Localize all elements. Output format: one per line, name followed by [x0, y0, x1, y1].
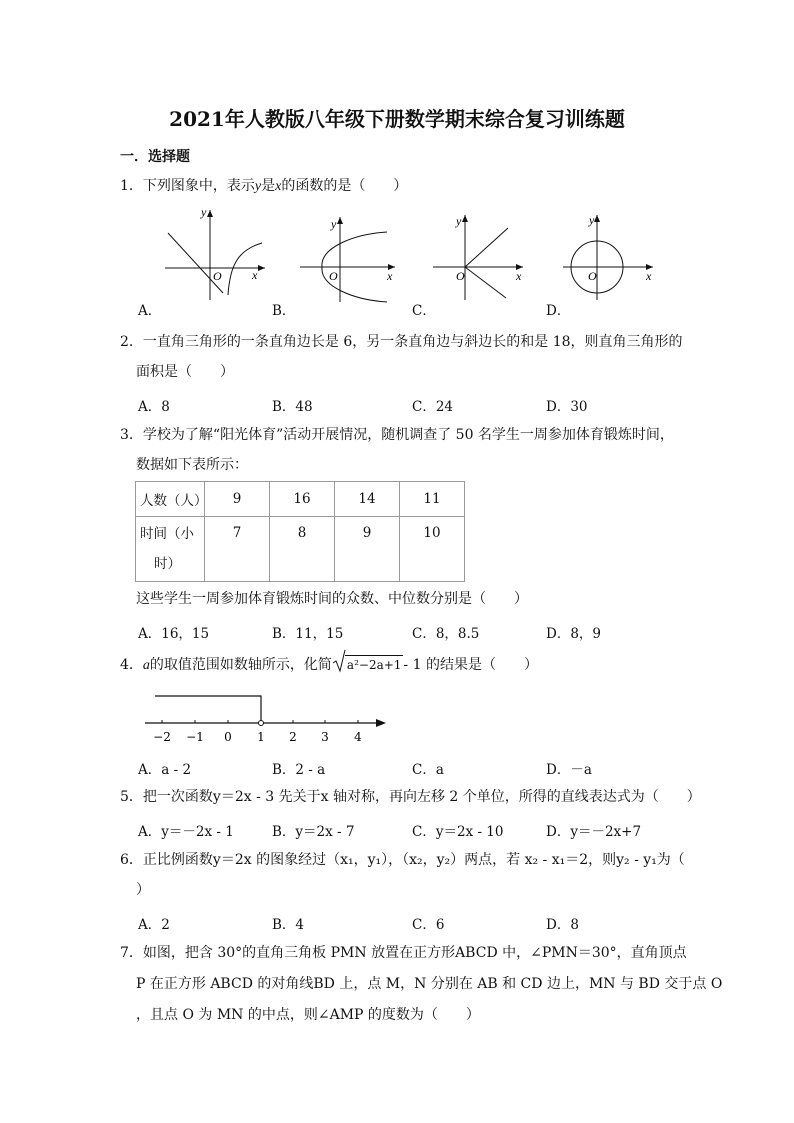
q2-option-b[interactable]: B．48 — [272, 399, 313, 415]
y-axis-label: y — [331, 217, 337, 231]
q4-option-d[interactable]: D．－a — [546, 762, 592, 778]
table-row — [136, 517, 465, 582]
q6-option-a[interactable]: A．2 — [138, 917, 170, 933]
q4-option-c[interactable]: C．a — [412, 762, 444, 778]
section-heading: 一．选择题 — [120, 149, 190, 165]
q1-option-b[interactable]: B． — [272, 303, 296, 319]
tick-label: 4 — [354, 730, 362, 744]
q4-option-b[interactable]: B．2 - a — [272, 762, 326, 778]
question-7-line-2: P 在正方形 ABCD 的对角线BD 上，点 M，N 分别在 AB 和 CD 边上，MN 与 BD 交于点 O — [136, 976, 723, 992]
question-7-line-1: 7．如图，把含 30°的直角三角板 PMN 放置在正方形ABCD 中，∠PMN＝30°，直角顶点 — [120, 945, 687, 961]
table-cell: 9 — [205, 482, 270, 517]
q3-option-a[interactable]: A．16，15 — [138, 626, 210, 642]
tick-label: 2 — [289, 730, 297, 744]
table-cell: 11 — [400, 482, 465, 517]
tick-label: 1 — [257, 730, 265, 744]
number-line — [140, 690, 390, 745]
graph-c-upper-ray — [465, 228, 508, 267]
graph-c — [428, 210, 528, 300]
range-bracket — [155, 696, 261, 723]
question-6-line-2: ） — [136, 882, 150, 898]
tick-label: −2 — [153, 730, 171, 744]
question-6-line-1: 6．正比例函数y＝2x 的图象经过（x₁，y₁），（x₂，y₂）两点，若 x₂ - x₁＝2，则y₂ - y₁为（ — [120, 852, 685, 868]
graph-d — [560, 210, 660, 300]
x-axis-label: x — [646, 269, 652, 283]
y-axis-label: y — [456, 214, 462, 228]
x-axis-label: x — [387, 269, 393, 283]
q6-option-b[interactable]: B．4 — [272, 917, 305, 933]
question-3-prompt: 这些学生一周参加体育锻炼时间的众数、中位数分别是（ ） — [136, 591, 528, 607]
question-2-line-1: 2．一直角三角形的一条直角边长是 6，另一条直角边与斜边长的和是 18，则直角三角形的 — [120, 334, 683, 350]
q1-option-d[interactable]: D． — [546, 303, 571, 319]
q3-option-d[interactable]: D．8，9 — [546, 626, 602, 642]
y-axis-arrow — [594, 215, 600, 222]
q6-option-c[interactable]: C．6 — [412, 917, 445, 933]
question-2-line-2: 面积是（ ） — [136, 364, 234, 380]
q6-option-d[interactable]: D．8 — [546, 917, 579, 933]
radical-sign-icon — [332, 649, 346, 673]
q3-option-c[interactable]: C．8，8.5 — [412, 626, 480, 642]
q2-option-c[interactable]: C．24 — [412, 399, 454, 415]
q5-option-b[interactable]: B．y＝2x - 7 — [272, 824, 355, 840]
y-axis-arrow — [207, 210, 213, 217]
table-row — [136, 482, 465, 517]
radical: a²−2a+1 — [332, 655, 404, 673]
tick-label: −1 — [186, 730, 204, 744]
number-line-arrow — [376, 719, 386, 727]
q5-option-d[interactable]: D．y＝－2x+7 — [546, 824, 642, 840]
question-4: 4．a的取值范围如数轴所示，化简 a²−2a+1 - 1 的结果是（ ） — [120, 655, 538, 674]
origin-label: O — [456, 269, 465, 283]
q1-option-a[interactable]: A． — [138, 303, 162, 319]
open-endpoint — [259, 721, 264, 726]
graph-b — [295, 212, 405, 302]
question-5: 5．把一次函数y＝2x - 3 先关于x 轴对称，再向左移 2 个单位，所得的直线表达式为（ ） — [120, 789, 701, 805]
table-cell: 14 — [335, 482, 400, 517]
y-axis-label: y — [589, 213, 595, 227]
q3-option-b[interactable]: B．11，15 — [272, 626, 344, 642]
table-cell: 9 — [335, 517, 400, 582]
q4-option-a[interactable]: A．a - 2 — [138, 762, 192, 778]
y-axis-label: y — [201, 205, 207, 219]
x-axis-label: x — [516, 269, 522, 283]
table-cell: 16 — [270, 482, 335, 517]
question-3-line-1: 3．学校为了解“阳光体育”活动开展情况，随机调查了 50 名学生一周参加体育锻炼时间， — [120, 427, 674, 443]
graph-a-line — [168, 233, 223, 293]
graph-a — [160, 205, 270, 300]
table-header-time: 时间（小 时） — [136, 517, 205, 582]
question-1: 1．下列图象中，表示y是x的函数的是（ ） — [120, 178, 408, 194]
q1-option-c[interactable]: C． — [412, 303, 436, 319]
question-3-line-2: 数据如下表所示： — [136, 457, 248, 473]
table-cell: 8 — [270, 517, 335, 582]
graph-c-lower-ray — [465, 267, 506, 298]
y-axis-arrow — [337, 217, 343, 224]
table-cell: 10 — [400, 517, 465, 582]
x-axis-label: x — [252, 268, 258, 282]
page-title: 2021年人教版八年级下册数学期末综合复习训练题 — [169, 107, 625, 131]
origin-label: O — [588, 269, 597, 283]
tick-label: 3 — [321, 730, 329, 744]
x-axis-arrow — [258, 265, 265, 271]
q5-option-a[interactable]: A．y＝－2x - 1 — [138, 824, 234, 840]
origin-label: O — [329, 269, 338, 283]
table-header-people: 人数（人） — [136, 482, 205, 517]
y-axis-arrow — [462, 215, 468, 222]
q2-option-a[interactable]: A．8 — [138, 399, 170, 415]
data-table — [135, 481, 465, 582]
tick-label: 0 — [224, 730, 232, 744]
origin-label: O — [213, 269, 222, 283]
q2-option-d[interactable]: D．30 — [546, 399, 588, 415]
question-7-line-3: ，且点 O 为 MN 的中点，则∠AMP 的度数为（ ） — [136, 1007, 480, 1023]
q5-option-c[interactable]: C．y＝2x - 10 — [412, 824, 504, 840]
table-cell: 7 — [205, 517, 270, 582]
